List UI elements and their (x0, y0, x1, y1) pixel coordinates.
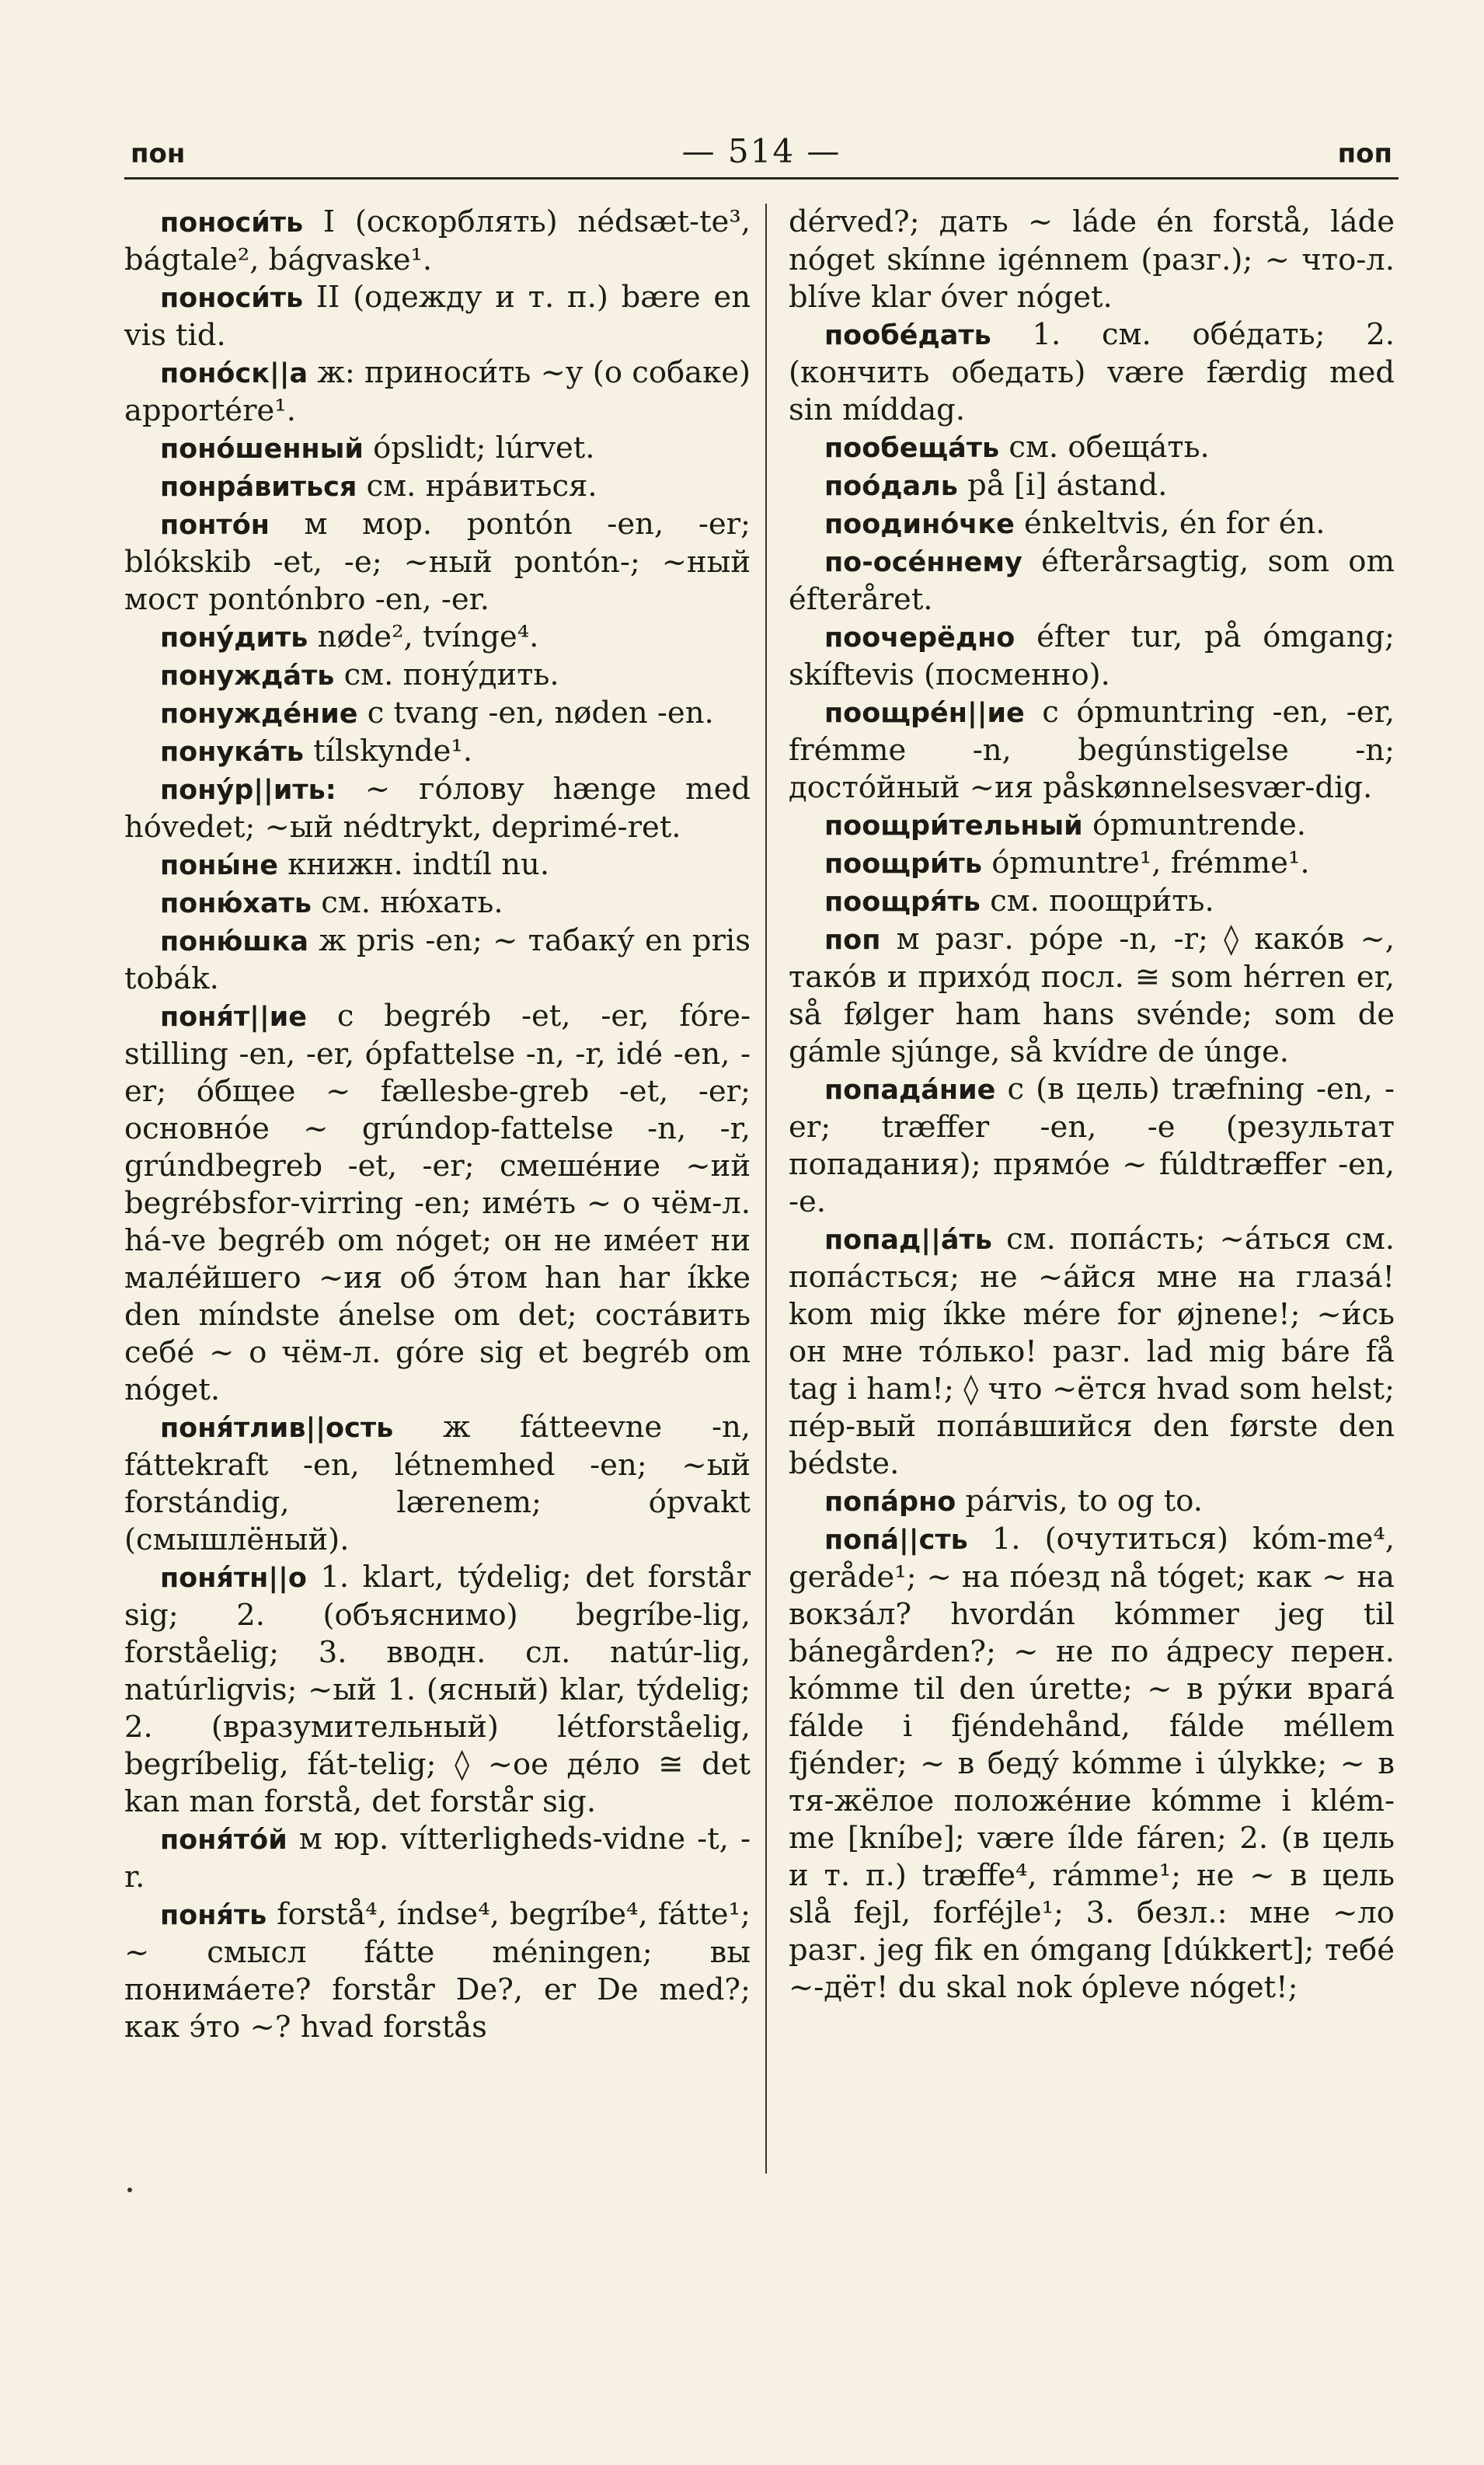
entry-text: м мор. pontón -en, -er; blókskib -et, -e; ~ный pontón-; ~ный мост pontónbro -en, -er. (124, 507, 751, 617)
entry-headword: поощре́н||ие (824, 698, 1025, 729)
entry-headword: понто́н (160, 510, 270, 541)
dictionary-entry (124, 1559, 751, 1821)
entry-headword: поны́не (160, 850, 278, 881)
entry-text: книжн. indtíl nu. (277, 847, 550, 882)
entry-headword: поня́т||ие (160, 1002, 307, 1033)
entry-headword: поодино́чке (824, 509, 1015, 540)
dictionary-entry (789, 921, 1395, 1071)
dictionary-entry (124, 354, 751, 430)
entry-text: ~ го́лову hænge med hóvedet; ~ый nédtrykt, deprimé-ret. (124, 772, 751, 845)
entry-text: nøde², tvínge⁴. (308, 619, 539, 654)
entry-text: tílskynde¹. (304, 734, 473, 769)
entry-headword: поочерёдно (824, 622, 1015, 654)
dictionary-entry (789, 694, 1395, 807)
dictionary-entry (124, 279, 751, 354)
entry-text: см. обеща́ть. (999, 430, 1210, 465)
entry-headword: понужда́ть (160, 661, 335, 692)
entry-headword: попа́||сть (824, 1525, 968, 1556)
entry-headword: пону́дить (160, 622, 308, 654)
entry-text: см. попа́сть; ~а́ться см. попа́сться; не ~а́йся мне на глаза́! kom mig íkke mére for øjnene!; ~и́сь он мне то́лько! разг. lad mig báre få tag i ham!; ◊ что ~ётся hvad som helst; пе́р-вый попа́вшийся den første den bédste. (789, 1222, 1395, 1481)
entry-headword: поноси́ть (160, 283, 304, 314)
entry-text: ж: приноси́ть ~у (о собаке) apportére¹. (124, 355, 751, 428)
entry-text: ж fátteevne -n, fáttekraft -en, létnemhed -en; ~ый forstándig, lærenem; ópvakt (смышлёный). (124, 1410, 751, 1557)
entry-headword: поп (824, 925, 881, 956)
entry-headword: пообеща́ть (824, 433, 1000, 464)
dictionary-entry (124, 1821, 751, 1896)
entry-headword: попада́ние (824, 1075, 996, 1106)
dictionary-entry (124, 1409, 751, 1559)
dictionary-entry (789, 1071, 1395, 1221)
entry-headword: поня́тн||о (160, 1563, 307, 1594)
dictionary-entry (789, 845, 1395, 883)
entry-headword: поно́шенный (160, 434, 364, 465)
dictionary-entry-continued (789, 204, 1395, 316)
column-divider (765, 204, 767, 2174)
entry-text: м юр. vítterligheds-vidne -t, -r. (124, 1822, 751, 1895)
page-header (124, 123, 1399, 177)
dictionary-entry (124, 619, 751, 657)
entry-headword: пообе́дать (824, 320, 991, 351)
dictionary-entry (789, 543, 1395, 619)
entry-headword: попа́рно (824, 1487, 956, 1518)
dictionary-entry (124, 733, 751, 771)
left-guide-word: пон (131, 138, 186, 169)
entry-text: dérved?; дать ~ láde én forstå, láde nóget skínne igénnem (разг.); ~ что-л. blíve klar óver nóget. (789, 204, 1395, 315)
dictionary-entry (789, 429, 1395, 467)
entry-text: ж pris -en; ~ табаку́ en pris tobák. (124, 923, 751, 996)
entry-text: м разг. pópe -n, -r; ◊ како́в ~, тако́в и прихо́д посл. ≅ som hérren er, så følger ham hans svénde; som de gámle sjúnge, så kvídre de únge. (789, 922, 1395, 1069)
dictionary-entry (789, 883, 1395, 921)
entry-headword: поо́даль (824, 471, 958, 502)
entry-text: ópmuntre¹, frémme¹. (981, 845, 1310, 880)
entry-text: på [i] ástand. (957, 468, 1168, 503)
dictionary-entry (124, 1896, 751, 2046)
dictionary-entry (124, 771, 751, 846)
dictionary-entry (124, 846, 751, 884)
dictionary-entry (124, 998, 751, 1409)
page-number: — 514 — (681, 132, 841, 170)
left-column (124, 204, 751, 2046)
entry-text: éfterårsagtig, som om éfteråret. (789, 544, 1395, 617)
entry-headword: понука́ть (160, 737, 305, 768)
dictionary-entry (124, 695, 751, 733)
dictionary-entry (124, 204, 751, 279)
entry-headword: поню́шка (160, 926, 308, 957)
print-mark (127, 2188, 132, 2192)
entry-text: 1. (очутиться) kóm-me⁴, geråde¹; ~ на по́езд nå tóget; как ~ на вокза́л? hvordán kómmer jeg til bánegården?; ~ не по а́дресу перен. kómme til den úrette; ~ в ру́ки врага́ fálde i fjéndehånd, fálde méllem fjénder; ~ в беду́ kómme i úlykke; ~ в тя-жёлое положе́ние kómme i klém-me [kníbe]; være ílde fáren; 2. (в цель и т. п.) træffe⁴, rámme¹; не ~ в цель slå fejl, forféjle¹; 3. безл.: мне ~ло разг. jeg fik en ómgang [dúkkert]; тебе́ ~-дёт! du skal nok ópleve nóget!; (789, 1522, 1395, 2005)
entry-text: с tvang -en, nøden -en. (357, 696, 714, 730)
dictionary-entry (789, 1221, 1395, 1483)
entry-text: II (одежду и т. п.) bære en vis tid. (124, 280, 751, 353)
entry-text: 1. см. обе́дать; 2. (кончить обедать) være færdig med sin míddag. (789, 317, 1395, 427)
dictionary-entry (124, 506, 751, 619)
entry-headword: поно́ск||а (160, 358, 308, 389)
entry-headword: по-осе́ннему (824, 547, 1022, 578)
entry-headword: попад||а́ть (824, 1225, 992, 1256)
entry-headword: поню́хать (160, 888, 312, 919)
entry-text: éfter tur, på ómgang; skíftevis (посменно). (789, 619, 1395, 692)
dictionary-entry (124, 884, 751, 922)
dictionary-entry (789, 807, 1395, 845)
entry-text: см. пону́дить. (334, 657, 559, 692)
dictionary-entry (789, 505, 1395, 543)
dictionary-entry (124, 430, 751, 468)
entry-headword: поноси́ть (160, 207, 304, 239)
entry-headword: поощри́тельный (824, 811, 1083, 842)
entry-text: см. поощри́ть. (980, 884, 1214, 919)
entry-text: с ópmuntring -en, -er, frémme -n, begúnstigelse -n; досто́йный ~ия påskønnelsesvær-dig. (789, 695, 1395, 805)
entry-headword: поня́тлив||ость (160, 1413, 394, 1444)
entry-text: ópmuntrende. (1082, 807, 1306, 842)
entry-headword: пону́р||ить: (160, 775, 336, 806)
dictionary-entry (124, 468, 751, 506)
dictionary-entry (124, 922, 751, 998)
entry-text: 1. klart, týdelig; det forstår sig; 2. (объяснимо) begríbe-lig, forståelig; 3. вводн. сл. natúr-lig, natúrligvis; ~ый 1. (ясный) klar, týdelig; 2. (вразумительный) létforståelig, begríbelig, fát-telig; ◊ ~ое де́ло ≅ det kan man forstå, det forstår sig. (124, 1560, 751, 1819)
right-guide-word: поп (1337, 138, 1392, 169)
entry-text: párvis, to og to. (956, 1484, 1204, 1518)
dictionary-entry (789, 316, 1395, 429)
entry-text: I (оскорблять) nédsæt-te³, bágtale², bágvaske¹. (124, 204, 751, 277)
entry-text: см. нра́виться. (357, 469, 597, 504)
entry-text: с begréb -et, -er, fóre-stilling -en, -er, ópfattelse -n, -r, idé -en, -er; о́бщее ~ fællesbe-greb -et, -er; основно́е ~ grúndop-fattelse -n, -r, grúndbegreb -et, -er; смеше́ние ~ий begrébsfor-virring -en; име́ть ~ о чём-л. há-ve begréb om nóget; он не име́ет ни мале́йшего ~ия об э́том han har íkke den míndste ánelse om det; соста́вить себе́ ~ о чём-л. góre sig et begréb om nóget. (124, 999, 751, 1407)
dictionary-entry (789, 1521, 1395, 2007)
entry-headword: поощря́ть (824, 887, 981, 918)
entry-text: см. ню́хать. (312, 885, 503, 920)
entry-headword: поня́ть (160, 1900, 267, 1931)
entry-headword: поощри́ть (824, 849, 982, 880)
dictionary-entry (789, 467, 1395, 505)
entry-headword: понужде́ние (160, 699, 358, 730)
entry-text: forstå⁴, índse⁴, begríbe⁴, fátte¹; ~ смысл fátte méningen; вы понима́ете? forstår De?, er De med?; как э́то ~? hvad forstås (124, 1897, 751, 2045)
entry-text: с (в цель) træfning -en, -er; træffer -en, -e (результат попадания); прямо́е ~ fúldtræffer -en, -e. (789, 1072, 1395, 1219)
dictionary-entry (789, 619, 1395, 694)
dictionary-entry (124, 657, 751, 695)
entry-text: ópslidt; lúrvet. (363, 431, 595, 465)
entry-headword: поня́то́й (160, 1825, 287, 1856)
right-column (789, 204, 1395, 2007)
entry-text: énkeltvis, én for én. (1014, 506, 1325, 541)
entry-headword: понра́виться (160, 472, 357, 503)
dictionary-entry (789, 1483, 1395, 1521)
header-rule (124, 177, 1399, 180)
